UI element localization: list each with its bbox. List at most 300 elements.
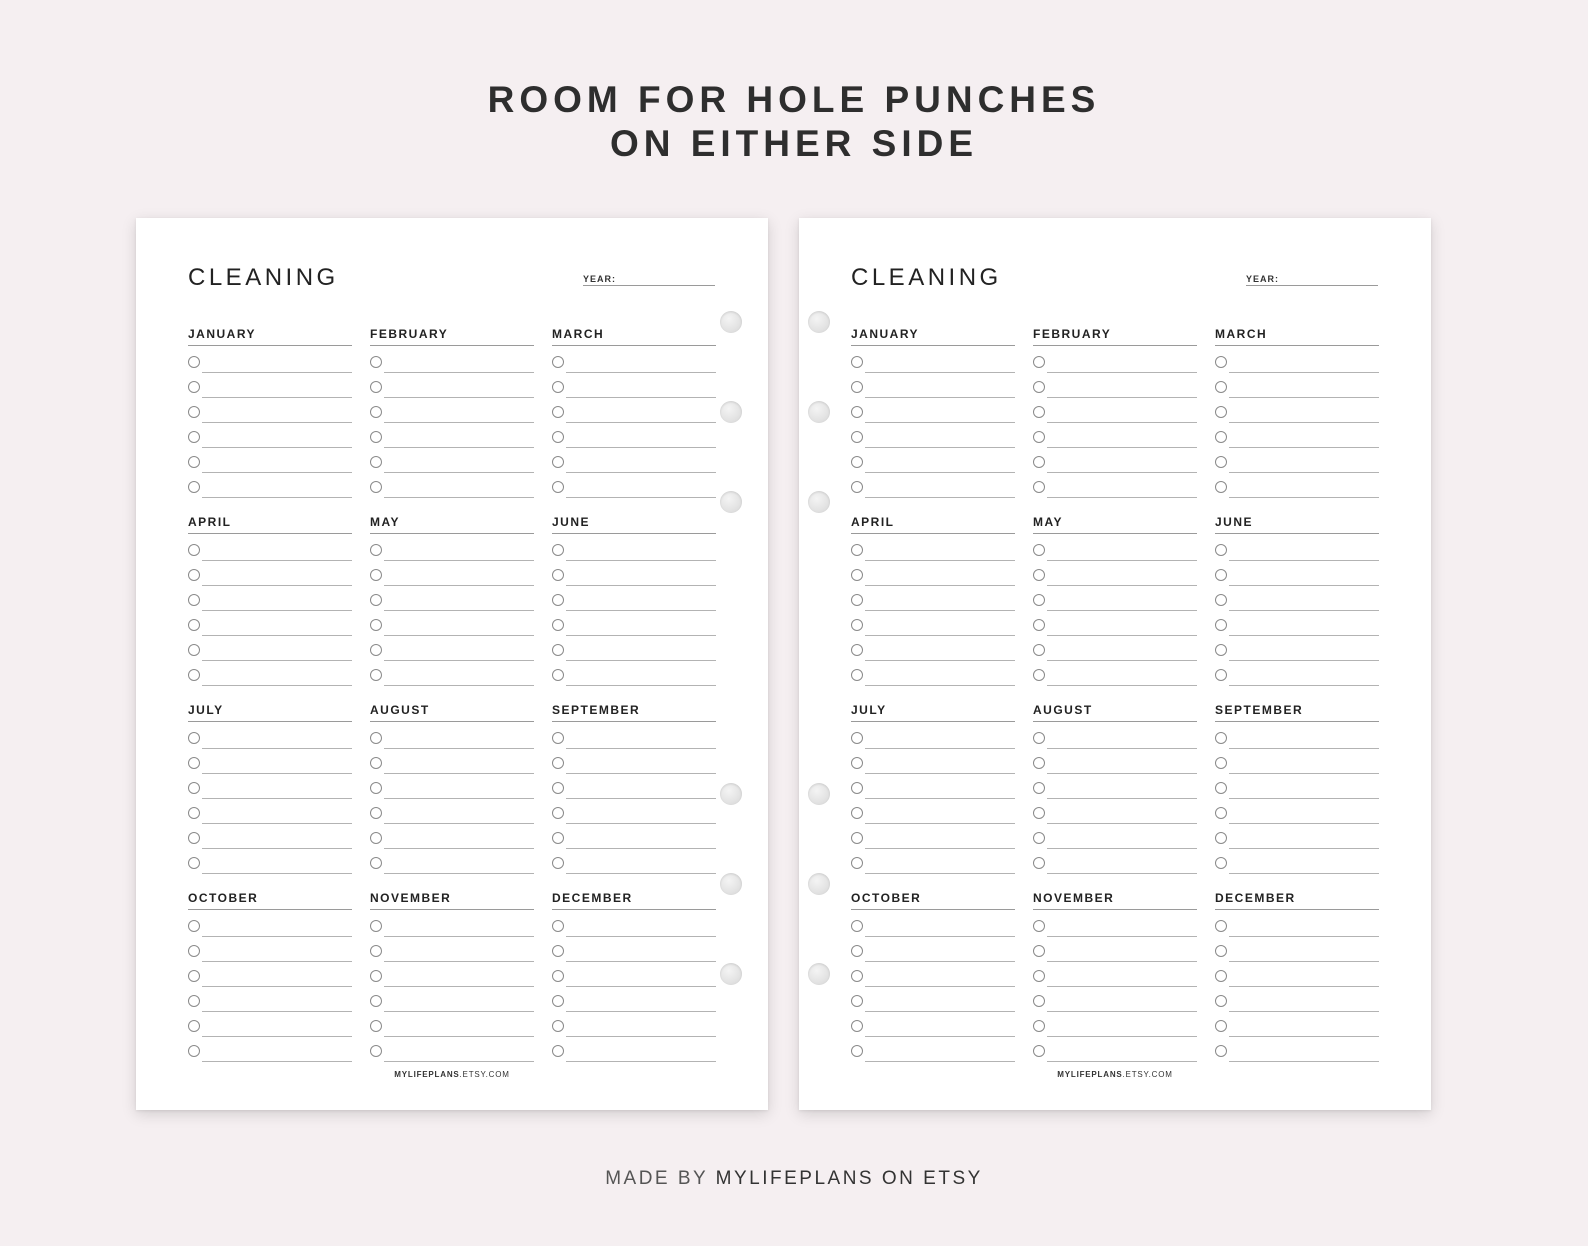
task-row	[188, 427, 352, 452]
task-line	[1229, 560, 1379, 561]
checkbox-circle[interactable]	[1033, 832, 1045, 844]
checkbox-circle[interactable]	[1215, 945, 1227, 957]
checkbox-circle[interactable]	[370, 732, 382, 744]
task-line	[566, 748, 716, 749]
checkbox-circle[interactable]	[851, 1045, 863, 1057]
month-block-april	[851, 514, 1015, 699]
task-line	[1047, 560, 1197, 561]
month-block-october	[851, 890, 1015, 1075]
task-row	[1033, 615, 1197, 640]
checkbox-circle[interactable]	[370, 569, 382, 581]
checkbox-circle[interactable]	[188, 481, 200, 493]
checkbox-circle[interactable]	[1215, 995, 1227, 1007]
task-row	[1033, 565, 1197, 590]
checkbox-circle[interactable]	[370, 920, 382, 932]
task-line	[1047, 848, 1197, 849]
task-line	[566, 610, 716, 611]
checkbox-circle[interactable]	[1215, 1020, 1227, 1032]
task-line	[202, 472, 352, 473]
task-row	[188, 615, 352, 640]
checkbox-circle[interactable]	[1215, 456, 1227, 468]
checkbox-circle[interactable]	[552, 995, 564, 1007]
checkbox-circle[interactable]	[1215, 807, 1227, 819]
checkbox-circle[interactable]	[552, 381, 564, 393]
task-row	[552, 540, 716, 565]
checkbox-circle[interactable]	[188, 594, 200, 606]
checkbox-circle[interactable]	[1033, 945, 1045, 957]
checkbox-circle[interactable]	[188, 782, 200, 794]
checkbox-circle[interactable]	[1215, 594, 1227, 606]
task-list	[1215, 352, 1379, 502]
task-line	[865, 560, 1015, 561]
month-name: MAY	[370, 514, 534, 534]
month-name: FEBRUARY	[370, 326, 534, 346]
task-row	[188, 540, 352, 565]
task-row	[851, 916, 1015, 941]
checkbox-circle[interactable]	[1033, 920, 1045, 932]
checkbox-circle[interactable]	[370, 970, 382, 982]
checkbox-circle[interactable]	[1215, 757, 1227, 769]
task-line	[1047, 497, 1197, 498]
hole-punch-marker	[808, 311, 830, 333]
headline-line-1: ROOM FOR HOLE PUNCHES	[487, 79, 1101, 120]
checkbox-circle[interactable]	[188, 1045, 200, 1057]
hole-punch-marker	[720, 873, 742, 895]
checkbox-circle[interactable]	[1033, 1045, 1045, 1057]
task-line	[566, 372, 716, 373]
checkbox-circle[interactable]	[1033, 857, 1045, 869]
task-line	[1229, 610, 1379, 611]
checkbox-circle[interactable]	[851, 619, 863, 631]
checkbox-circle[interactable]	[1033, 544, 1045, 556]
checkbox-circle[interactable]	[1033, 381, 1045, 393]
month-name: AUGUST	[1033, 702, 1197, 722]
task-row	[188, 778, 352, 803]
task-list	[552, 916, 716, 1066]
task-line	[384, 560, 534, 561]
checkbox-circle[interactable]	[370, 431, 382, 443]
task-line	[566, 798, 716, 799]
checkbox-circle[interactable]	[1033, 995, 1045, 1007]
task-row	[188, 640, 352, 665]
task-row	[552, 402, 716, 427]
task-row	[370, 640, 534, 665]
task-row	[552, 427, 716, 452]
task-row	[1033, 640, 1197, 665]
task-row	[1033, 753, 1197, 778]
checkbox-circle[interactable]	[851, 970, 863, 982]
task-line	[202, 1011, 352, 1012]
checkbox-circle[interactable]	[1033, 970, 1045, 982]
task-line	[202, 798, 352, 799]
checkbox-circle[interactable]	[188, 970, 200, 982]
checkbox-circle[interactable]	[370, 832, 382, 844]
headline-line-2: ON EITHER SIDE	[609, 123, 979, 164]
task-row	[851, 452, 1015, 477]
checkbox-circle[interactable]	[1033, 782, 1045, 794]
task-row	[370, 1016, 534, 1041]
checkbox-circle[interactable]	[1033, 1020, 1045, 1032]
task-line	[1047, 397, 1197, 398]
year-line	[583, 285, 715, 286]
checkbox-circle[interactable]	[188, 945, 200, 957]
task-row	[552, 352, 716, 377]
checkbox-circle[interactable]	[188, 406, 200, 418]
checkbox-circle[interactable]	[370, 1020, 382, 1032]
task-row	[1033, 853, 1197, 878]
task-line	[865, 986, 1015, 987]
task-list	[1215, 916, 1379, 1066]
task-row	[552, 377, 716, 402]
checkbox-circle[interactable]	[188, 456, 200, 468]
task-line	[1229, 1011, 1379, 1012]
task-row	[851, 1041, 1015, 1066]
month-name: OCTOBER	[851, 890, 1015, 910]
checkbox-circle[interactable]	[552, 832, 564, 844]
task-line	[566, 1011, 716, 1012]
task-line	[566, 497, 716, 498]
checkbox-circle[interactable]	[1033, 481, 1045, 493]
checkbox-circle[interactable]	[1033, 619, 1045, 631]
checkbox-circle[interactable]	[851, 456, 863, 468]
task-line	[566, 873, 716, 874]
month-block-october	[188, 890, 352, 1075]
task-line	[865, 961, 1015, 962]
checkbox-circle[interactable]	[370, 669, 382, 681]
headline	[0, 78, 1588, 166]
month-name: JUNE	[1215, 514, 1379, 534]
checkbox-circle[interactable]	[1033, 431, 1045, 443]
checkbox-circle[interactable]	[188, 995, 200, 1007]
task-row	[552, 1041, 716, 1066]
month-block-april	[188, 514, 352, 699]
checkbox-circle[interactable]	[1215, 732, 1227, 744]
checkbox-circle[interactable]	[370, 857, 382, 869]
task-line	[1229, 798, 1379, 799]
checkbox-circle[interactable]	[851, 832, 863, 844]
task-line	[1229, 823, 1379, 824]
checkbox-circle[interactable]	[1033, 669, 1045, 681]
checkbox-circle[interactable]	[552, 356, 564, 368]
checkbox-circle[interactable]	[851, 945, 863, 957]
planner-page-right	[799, 218, 1431, 1110]
task-line	[566, 936, 716, 937]
task-list	[188, 728, 352, 878]
task-line	[1229, 422, 1379, 423]
checkbox-circle[interactable]	[188, 832, 200, 844]
checkbox-circle[interactable]	[851, 381, 863, 393]
task-row	[1215, 828, 1379, 853]
task-row	[370, 778, 534, 803]
task-line	[566, 773, 716, 774]
month-block-august	[1033, 702, 1197, 887]
planner-page-left	[136, 218, 768, 1110]
checkbox-circle[interactable]	[1215, 481, 1227, 493]
checkbox-circle[interactable]	[851, 920, 863, 932]
checkbox-circle[interactable]	[552, 619, 564, 631]
month-block-february	[370, 326, 534, 511]
task-list	[1215, 540, 1379, 690]
checkbox-circle[interactable]	[1215, 569, 1227, 581]
task-row	[1033, 803, 1197, 828]
task-line	[865, 472, 1015, 473]
task-row	[370, 352, 534, 377]
checkbox-circle[interactable]	[552, 1045, 564, 1057]
checkbox-circle[interactable]	[188, 619, 200, 631]
checkbox-circle[interactable]	[188, 732, 200, 744]
task-line	[202, 1061, 352, 1062]
checkbox-circle[interactable]	[370, 644, 382, 656]
checkbox-circle[interactable]	[851, 757, 863, 769]
checkbox-circle[interactable]	[188, 920, 200, 932]
checkbox-circle[interactable]	[1215, 920, 1227, 932]
task-row	[370, 540, 534, 565]
checkbox-circle[interactable]	[1215, 619, 1227, 631]
task-row	[1033, 941, 1197, 966]
month-name: MARCH	[552, 326, 716, 346]
checkbox-circle[interactable]	[188, 669, 200, 681]
checkbox-circle[interactable]	[188, 544, 200, 556]
checkbox-circle[interactable]	[1215, 857, 1227, 869]
task-row	[188, 828, 352, 853]
task-row	[370, 728, 534, 753]
task-row	[1033, 452, 1197, 477]
month-name: SEPTEMBER	[1215, 702, 1379, 722]
task-row	[188, 477, 352, 502]
checkbox-circle[interactable]	[188, 431, 200, 443]
checkbox-circle[interactable]	[188, 857, 200, 869]
checkbox-circle[interactable]	[851, 995, 863, 1007]
task-row	[188, 803, 352, 828]
task-row	[851, 352, 1015, 377]
task-row	[1033, 427, 1197, 452]
task-line	[1229, 497, 1379, 498]
task-line	[1047, 873, 1197, 874]
task-row	[1215, 916, 1379, 941]
task-row	[1215, 590, 1379, 615]
task-row	[370, 828, 534, 853]
month-block-march	[1215, 326, 1379, 511]
task-line	[384, 585, 534, 586]
checkbox-circle[interactable]	[1215, 544, 1227, 556]
checkbox-circle[interactable]	[851, 481, 863, 493]
task-row	[370, 452, 534, 477]
checkbox-circle[interactable]	[552, 481, 564, 493]
checkbox-circle[interactable]	[552, 569, 564, 581]
task-row	[188, 352, 352, 377]
task-line	[1047, 936, 1197, 937]
hole-punch-marker	[720, 963, 742, 985]
task-line	[566, 660, 716, 661]
page-title: CLEANING	[188, 264, 339, 291]
footer-brand: MYLIFEPLANS	[1057, 1070, 1123, 1079]
checkbox-circle[interactable]	[370, 481, 382, 493]
task-row	[370, 966, 534, 991]
checkbox-circle[interactable]	[552, 644, 564, 656]
task-list	[851, 728, 1015, 878]
task-row	[188, 991, 352, 1016]
task-line	[202, 585, 352, 586]
checkbox-circle[interactable]	[552, 456, 564, 468]
month-name: JULY	[188, 702, 352, 722]
checkbox-circle[interactable]	[188, 569, 200, 581]
task-row	[851, 640, 1015, 665]
checkbox-circle[interactable]	[851, 857, 863, 869]
checkbox-circle[interactable]	[552, 1020, 564, 1032]
checkbox-circle[interactable]	[188, 1020, 200, 1032]
checkbox-circle[interactable]	[1033, 406, 1045, 418]
task-row	[1215, 352, 1379, 377]
checkbox-circle[interactable]	[188, 757, 200, 769]
checkbox-circle[interactable]	[552, 594, 564, 606]
checkbox-circle[interactable]	[370, 995, 382, 1007]
checkbox-circle[interactable]	[188, 356, 200, 368]
task-line	[202, 397, 352, 398]
checkbox-circle[interactable]	[370, 619, 382, 631]
task-row	[1215, 377, 1379, 402]
task-line	[202, 773, 352, 774]
checkbox-circle[interactable]	[851, 807, 863, 819]
task-line	[566, 472, 716, 473]
month-block-may	[1033, 514, 1197, 699]
task-row	[370, 916, 534, 941]
checkbox-circle[interactable]	[370, 381, 382, 393]
task-row	[851, 665, 1015, 690]
task-line	[1229, 961, 1379, 962]
checkbox-circle[interactable]	[552, 757, 564, 769]
checkbox-circle[interactable]	[552, 732, 564, 744]
task-line	[1229, 635, 1379, 636]
checkbox-circle[interactable]	[188, 807, 200, 819]
checkbox-circle[interactable]	[1215, 782, 1227, 794]
checkbox-circle[interactable]	[1033, 807, 1045, 819]
checkbox-circle[interactable]	[552, 406, 564, 418]
checkbox-circle[interactable]	[552, 945, 564, 957]
credit-line	[0, 1168, 1588, 1190]
checkbox-circle[interactable]	[552, 782, 564, 794]
task-row	[370, 565, 534, 590]
year-line	[1246, 285, 1378, 286]
checkbox-circle[interactable]	[851, 782, 863, 794]
task-row	[188, 941, 352, 966]
task-row	[370, 427, 534, 452]
checkbox-circle[interactable]	[1215, 832, 1227, 844]
checkbox-circle[interactable]	[851, 569, 863, 581]
checkbox-circle[interactable]	[370, 807, 382, 819]
checkbox-circle[interactable]	[851, 1020, 863, 1032]
task-row	[851, 427, 1015, 452]
month-name: JANUARY	[188, 326, 352, 346]
checkbox-circle[interactable]	[1215, 431, 1227, 443]
task-row	[188, 966, 352, 991]
checkbox-circle[interactable]	[1215, 381, 1227, 393]
checkbox-circle[interactable]	[552, 857, 564, 869]
task-row	[851, 991, 1015, 1016]
checkbox-circle[interactable]	[370, 594, 382, 606]
month-block-september	[1215, 702, 1379, 887]
task-line	[1047, 610, 1197, 611]
checkbox-circle[interactable]	[1033, 356, 1045, 368]
task-line	[1229, 660, 1379, 661]
task-line	[865, 397, 1015, 398]
task-line	[384, 397, 534, 398]
task-row	[1215, 665, 1379, 690]
task-row	[1215, 1016, 1379, 1041]
checkbox-circle[interactable]	[851, 406, 863, 418]
checkbox-circle[interactable]	[851, 594, 863, 606]
task-row	[1215, 1041, 1379, 1066]
checkbox-circle[interactable]	[552, 970, 564, 982]
task-line	[566, 685, 716, 686]
task-list	[188, 540, 352, 690]
task-row	[1033, 665, 1197, 690]
task-line	[865, 497, 1015, 498]
checkbox-circle[interactable]	[1033, 456, 1045, 468]
checkbox-circle[interactable]	[370, 757, 382, 769]
checkbox-circle[interactable]	[370, 544, 382, 556]
task-row	[552, 728, 716, 753]
checkbox-circle[interactable]	[851, 544, 863, 556]
checkbox-circle[interactable]	[1033, 569, 1045, 581]
checkbox-circle[interactable]	[851, 732, 863, 744]
checkbox-circle[interactable]	[552, 544, 564, 556]
hole-punch-marker	[720, 311, 742, 333]
checkbox-circle[interactable]	[552, 807, 564, 819]
task-line	[865, 372, 1015, 373]
task-row	[188, 665, 352, 690]
checkbox-circle[interactable]	[1215, 356, 1227, 368]
checkbox-circle[interactable]	[552, 920, 564, 932]
checkbox-circle[interactable]	[370, 456, 382, 468]
task-line	[865, 447, 1015, 448]
checkbox-circle[interactable]	[1215, 669, 1227, 681]
checkbox-circle[interactable]	[188, 644, 200, 656]
checkbox-circle[interactable]	[1033, 757, 1045, 769]
checkbox-circle[interactable]	[1215, 970, 1227, 982]
checkbox-circle[interactable]	[851, 431, 863, 443]
checkbox-circle[interactable]	[1033, 644, 1045, 656]
checkbox-circle[interactable]	[552, 431, 564, 443]
checkbox-circle[interactable]	[851, 669, 863, 681]
task-line	[384, 1061, 534, 1062]
task-row	[851, 477, 1015, 502]
task-row	[1215, 477, 1379, 502]
checkbox-circle[interactable]	[370, 1045, 382, 1057]
task-line	[202, 497, 352, 498]
task-line	[566, 986, 716, 987]
checkbox-circle[interactable]	[188, 381, 200, 393]
checkbox-circle[interactable]	[370, 945, 382, 957]
checkbox-circle[interactable]	[1033, 594, 1045, 606]
checkbox-circle[interactable]	[1215, 644, 1227, 656]
checkbox-circle[interactable]	[851, 356, 863, 368]
month-name: SEPTEMBER	[552, 702, 716, 722]
checkbox-circle[interactable]	[1033, 732, 1045, 744]
checkbox-circle[interactable]	[370, 356, 382, 368]
hole-punch-marker	[808, 783, 830, 805]
checkbox-circle[interactable]	[370, 406, 382, 418]
task-line	[1047, 748, 1197, 749]
checkbox-circle[interactable]	[1215, 406, 1227, 418]
checkbox-circle[interactable]	[1215, 1045, 1227, 1057]
checkbox-circle[interactable]	[370, 782, 382, 794]
task-row	[552, 590, 716, 615]
checkbox-circle[interactable]	[851, 644, 863, 656]
checkbox-circle[interactable]	[552, 669, 564, 681]
task-row	[851, 966, 1015, 991]
task-row	[552, 991, 716, 1016]
month-block-july	[851, 702, 1015, 887]
